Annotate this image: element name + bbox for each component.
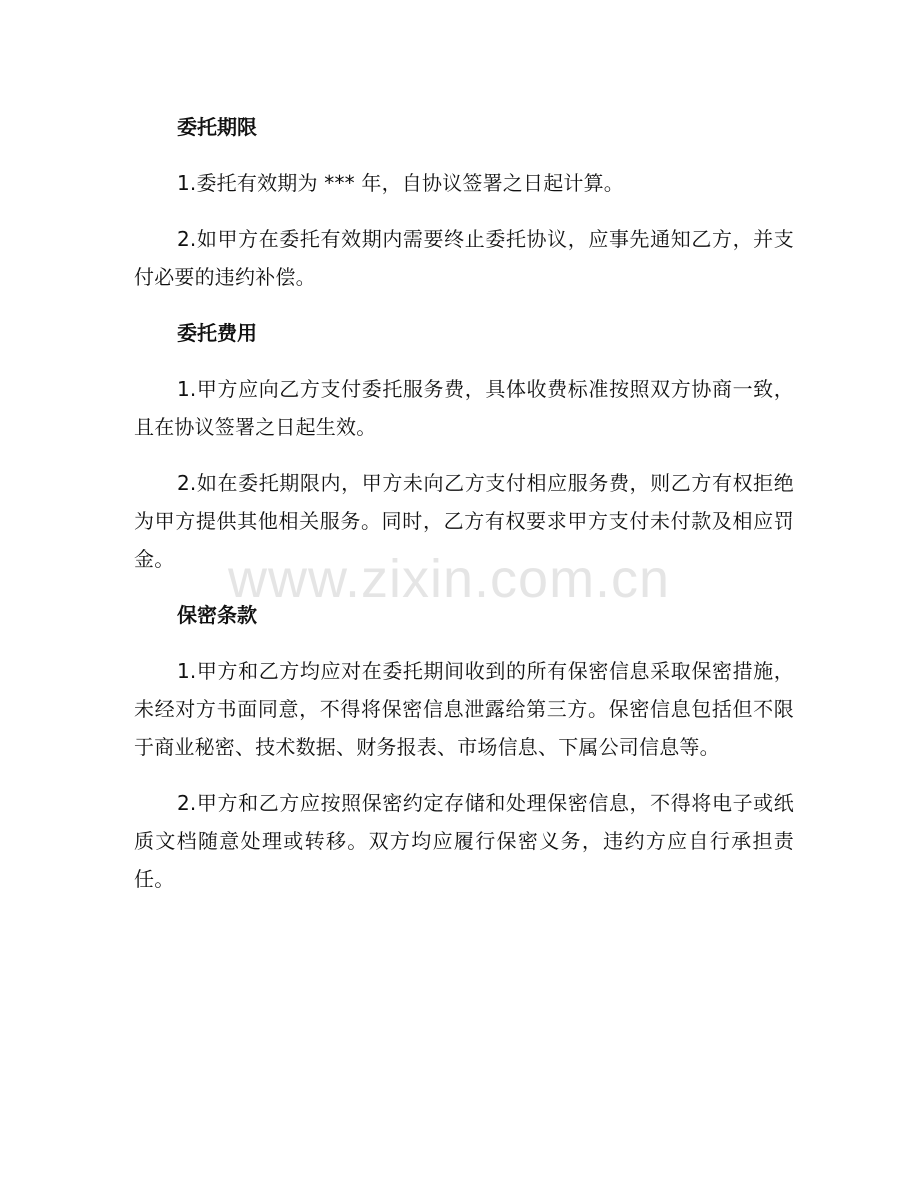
term-clause-2: 2.如甲方在委托有效期内需要终止委托协议，应事先通知乙方，并支付必要的违约补偿。 bbox=[134, 227, 794, 289]
fees-clause-1: 1.甲方应向乙方支付委托服务费，具体收费标准按照双方协商一致，且在协议签署之日起生效。 bbox=[134, 377, 794, 439]
section-title-term: 委托期限 bbox=[177, 115, 257, 139]
fees-clause-2: 2.如在委托期限内，甲方未向乙方支付相应服务费，则乙方有权拒绝为甲方提供其他相关服务。同时，乙方有权要求甲方支付未付款及相应罚金。 bbox=[134, 471, 794, 571]
section-title-confidentiality: 保密条款 bbox=[177, 603, 257, 627]
term-clause-1: 1.委托有效期为 *** 年，自协议签署之日起计算。 bbox=[177, 171, 624, 195]
section-title-fees: 委托费用 bbox=[177, 321, 257, 345]
confidentiality-clause-2: 2.甲方和乙方应按照保密约定存储和处理保密信息，不得将电子或纸质文档随意处理或转移。双方均应履行保密义务，违约方应自行承担责任。 bbox=[134, 791, 794, 891]
confidentiality-clause-1: 1.甲方和乙方均应对在委托期间收到的所有保密信息采取保密措施，未经对方书面同意，不得将保密信息泄露给第三方。保密信息包括但不限于商业秘密、技术数据、财务报表、市场信息、下属公司信息等。 bbox=[134, 659, 794, 759]
watermark: www.zixin.com.cn bbox=[228, 549, 671, 609]
document-body bbox=[134, 108, 794, 916]
